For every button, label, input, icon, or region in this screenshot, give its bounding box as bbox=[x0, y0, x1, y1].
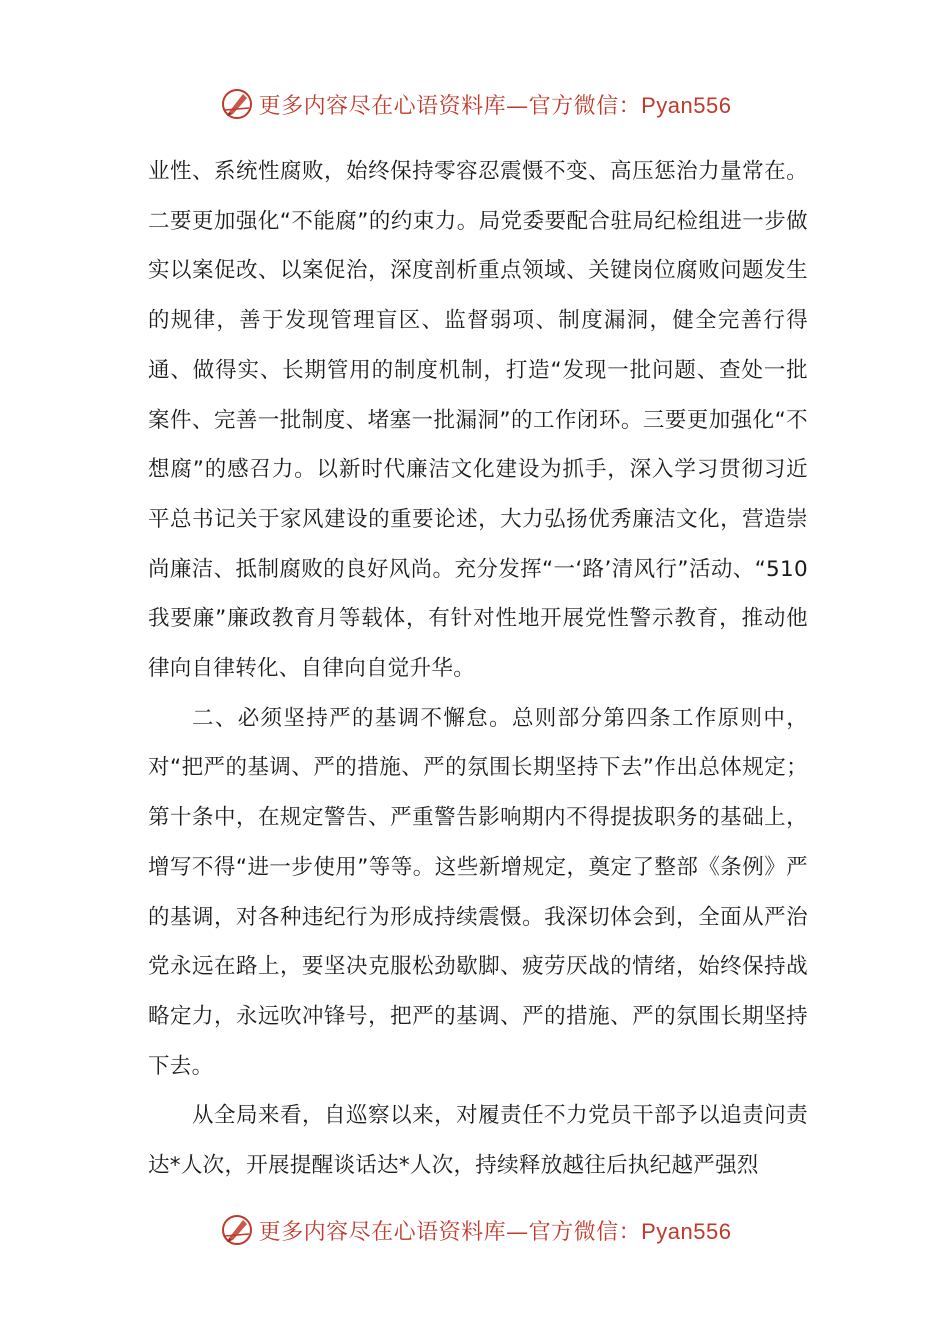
header-banner bbox=[0, 84, 950, 124]
paragraph: 业性、系统性腐败，始终保持零容忍震慑不变、高压惩治力量常在。二要更加强化“不能腐”的约束力。局党委要配合驻局纪检组进一步做实以案促改、以案促治，深度剖析重点领域、关键岗位腐败问题发生的规律，善于发现管理盲区、监督弱项、制度漏洞，健全完善行得通、做得实、长期管用的制度机制，打造“发现一批问题、查处一批案件、完善一批制度、堵塞一批漏洞”的工作闭环。三要更加强化“不想腐”的感召力。以新时代廉洁文化建设为抓手，深入学习贯彻习近平总书记关于家风建设的重要论述，大力弘扬优秀廉洁文化，营造崇尚廉洁、抵制腐败的良好风尚。充分发挥“一‘路’清风行”活动、“510我要廉”廉政教育月等载体，有针对性地开展党性警示教育，推动他律向自律转化、自律向自觉升华。 bbox=[148, 159, 808, 682]
paragraph: 从全局来看，自巡察以来，对履责任不力党员干部予以追责问责达*人次，开展提醒谈话达*人次，持续释放越往后执纪越严强烈 bbox=[148, 1103, 808, 1179]
header-banner-text: 更多内容尽在心语资料库—官方微信：Pyan556 bbox=[258, 92, 732, 119]
footer-banner-text: 更多内容尽在心语资料库—官方微信：Pyan556 bbox=[258, 1218, 732, 1245]
document-body bbox=[148, 147, 808, 1191]
footer-banner bbox=[0, 1210, 950, 1250]
header-banner-handle: Pyan556 bbox=[641, 92, 732, 118]
paragraph: 二、必须坚持严的基调不懈怠。总则部分第四条工作原则中，对“把严的基调、严的措施、严的氛围长期坚持下去”作出总体规定；第十条中，在规定警告、严重警告影响期内不得提拔职务的基础上，增写不得“进一步使用”等等。这些新增规定，奠定了整部《条例》严的基调，对各种违纪行为形成持续震慑。我深切体会到，全面从严治党永远在路上，要坚决克服松劲歇脚、疲劳厌战的情绪，始终保持战略定力，永远吹冲锋号，把严的基调、严的措施、严的氛围长期坚持下去。 bbox=[148, 705, 808, 1079]
footer-banner-handle: Pyan556 bbox=[641, 1218, 732, 1244]
pen-nib-logo-icon bbox=[219, 86, 255, 122]
pen-nib-logo-icon bbox=[219, 1212, 255, 1248]
